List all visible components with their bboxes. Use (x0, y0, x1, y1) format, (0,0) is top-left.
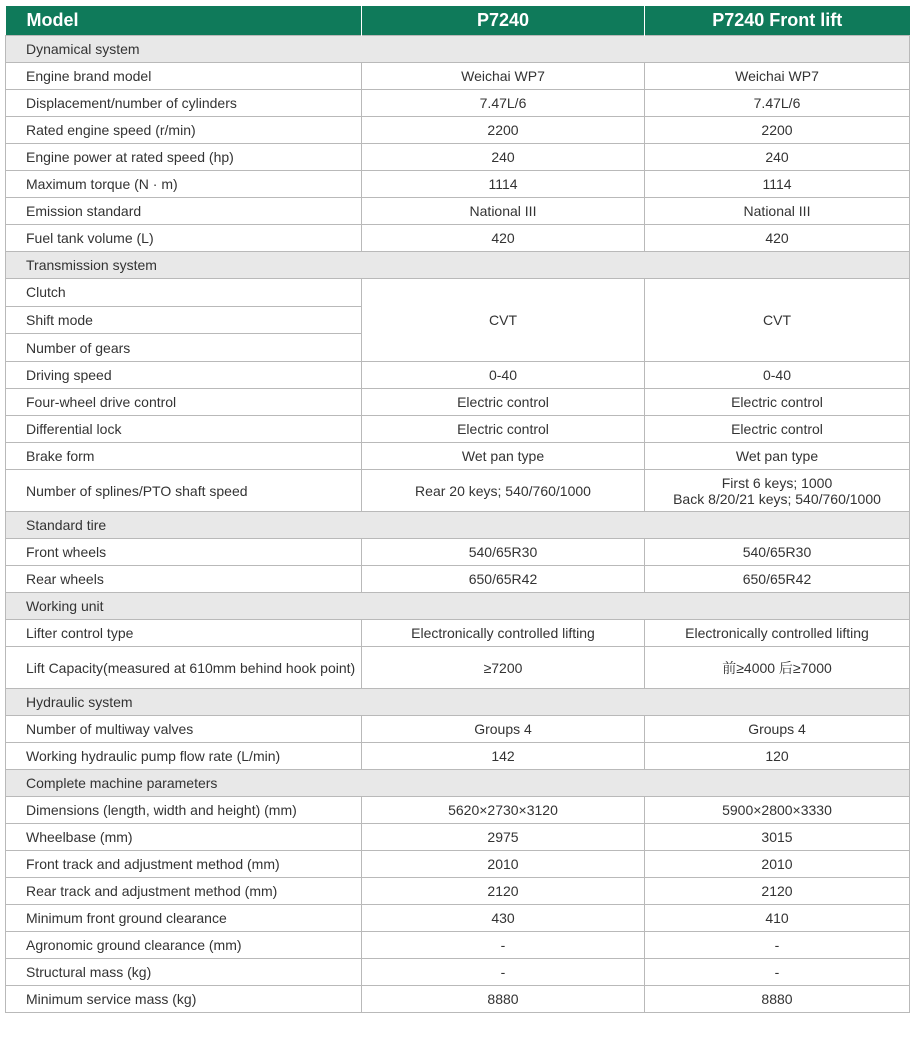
cell-front-lift: Electric control (645, 416, 910, 443)
table-row (6, 959, 910, 986)
cell-p7240: Wet pan type (362, 443, 645, 470)
cell-p7240: Electric control (362, 389, 645, 416)
table-row (6, 932, 910, 959)
table-row (6, 620, 910, 647)
cell-p7240: Rear 20 keys; 540/760/1000 (362, 470, 645, 512)
table-row (6, 878, 910, 905)
table-row (6, 824, 910, 851)
cell-front-lift: - (645, 932, 910, 959)
table-row (6, 171, 910, 198)
table-row (6, 117, 910, 144)
cell-p7240: ≥7200 (362, 647, 645, 689)
table-row (6, 63, 910, 90)
header-model: Model (6, 6, 362, 36)
row-label: Front track and adjustment method (mm) (6, 851, 362, 878)
cell-p7240: CVT (362, 279, 645, 362)
row-label: Brake form (6, 443, 362, 470)
cell-front-lift: Electronically controlled lifting (645, 620, 910, 647)
table-row (6, 389, 910, 416)
cell-front-lift: CVT (645, 279, 910, 362)
cell-p7240: 2975 (362, 824, 645, 851)
header-row (6, 6, 910, 36)
row-label: Minimum front ground clearance (6, 905, 362, 932)
row-label: Structural mass (kg) (6, 959, 362, 986)
table-row (6, 279, 910, 307)
row-label: Displacement/number of cylinders (6, 90, 362, 117)
cell-p7240: 0-40 (362, 362, 645, 389)
cell-front-lift: 3015 (645, 824, 910, 851)
cell-p7240: 430 (362, 905, 645, 932)
row-label: Engine brand model (6, 63, 362, 90)
row-label: Agronomic ground clearance (mm) (6, 932, 362, 959)
section-title: Hydraulic system (6, 689, 910, 716)
table-row (6, 851, 910, 878)
cell-front-lift: 410 (645, 905, 910, 932)
pto-front-line: First 6 keys; 1000 (721, 474, 833, 491)
table-row (6, 362, 910, 389)
cell-p7240: 1114 (362, 171, 645, 198)
cell-front-lift: 2010 (645, 851, 910, 878)
cell-front-lift: 650/65R42 (645, 566, 910, 593)
cell-p7240: 420 (362, 225, 645, 252)
section-row (6, 689, 910, 716)
cell-p7240: Electric control (362, 416, 645, 443)
table-row (6, 743, 910, 770)
cell-front-lift: 5900×2800×3330 (645, 797, 910, 824)
cell-front-lift: Wet pan type (645, 443, 910, 470)
cell-front-lift: 2200 (645, 117, 910, 144)
section-title: Standard tire (6, 512, 910, 539)
cell-p7240: 7.47L/6 (362, 90, 645, 117)
header-p7240: P7240 (362, 6, 645, 36)
section-title: Complete machine parameters (6, 770, 910, 797)
cell-p7240: 2200 (362, 117, 645, 144)
table-row (6, 144, 910, 171)
cell-front-lift: Weichai WP7 (645, 63, 910, 90)
cell-p7240: 240 (362, 144, 645, 171)
row-label: Dimensions (length, width and height) (mm) (6, 797, 362, 824)
section-row (6, 252, 910, 279)
table-row (6, 470, 910, 512)
cell-front-lift: 540/65R30 (645, 539, 910, 566)
cell-p7240: 8880 (362, 986, 645, 1013)
cell-p7240: Electronically controlled lifting (362, 620, 645, 647)
row-label: Clutch (6, 279, 362, 307)
cell-p7240: 5620×2730×3120 (362, 797, 645, 824)
cell-p7240: 540/65R30 (362, 539, 645, 566)
table-row (6, 416, 910, 443)
row-label: Front wheels (6, 539, 362, 566)
table-row (6, 198, 910, 225)
section-row (6, 593, 910, 620)
section-title: Working unit (6, 593, 910, 620)
row-label: Rear track and adjustment method (mm) (6, 878, 362, 905)
row-label: Minimum service mass (kg) (6, 986, 362, 1013)
cell-front-lift: 0-40 (645, 362, 910, 389)
cell-front-lift: Groups 4 (645, 716, 910, 743)
cell-p7240: 142 (362, 743, 645, 770)
section-row (6, 770, 910, 797)
cell-front-lift: - (645, 959, 910, 986)
cell-p7240: - (362, 959, 645, 986)
spec-table (5, 6, 910, 1013)
row-label: Number of multiway valves (6, 716, 362, 743)
cell-p7240: 650/65R42 (362, 566, 645, 593)
cell-p7240: Weichai WP7 (362, 63, 645, 90)
section-title: Dynamical system (6, 36, 910, 63)
cell-front-lift: 1114 (645, 171, 910, 198)
table-row (6, 225, 910, 252)
row-label: Four-wheel drive control (6, 389, 362, 416)
row-label: Emission standard (6, 198, 362, 225)
cell-p7240: Groups 4 (362, 716, 645, 743)
cell-front-lift: Electric control (645, 389, 910, 416)
table-row (6, 986, 910, 1013)
row-label: Lifter control type (6, 620, 362, 647)
row-label: Number of gears (6, 334, 362, 362)
cell-front-lift: 8880 (645, 986, 910, 1013)
row-label: Differential lock (6, 416, 362, 443)
table-row (6, 905, 910, 932)
row-label: Number of splines/PTO shaft speed (6, 470, 362, 512)
row-label: Rear wheels (6, 566, 362, 593)
header-p7240-front-lift: P7240 Front lift (645, 6, 910, 36)
row-label: Working hydraulic pump flow rate (L/min) (6, 743, 362, 770)
cell-front-lift: 7.47L/6 (645, 90, 910, 117)
cell-p7240: - (362, 932, 645, 959)
section-row (6, 512, 910, 539)
cell-front-lift: 420 (645, 225, 910, 252)
row-label: Engine power at rated speed (hp) (6, 144, 362, 171)
table-row (6, 647, 910, 689)
row-label: Rated engine speed (r/min) (6, 117, 362, 144)
table-row (6, 443, 910, 470)
table-row (6, 566, 910, 593)
cell-front-lift: 240 (645, 144, 910, 171)
cell-front-lift (645, 470, 910, 512)
cell-front-lift: 2120 (645, 878, 910, 905)
cell-front-lift: National III (645, 198, 910, 225)
cell-front-lift: 前≥4000 后≥7000 (645, 647, 910, 689)
table-row (6, 716, 910, 743)
table-row (6, 797, 910, 824)
table-row (6, 539, 910, 566)
cell-p7240: 2010 (362, 851, 645, 878)
section-title: Transmission system (6, 252, 910, 279)
table-row (6, 90, 910, 117)
row-label: Fuel tank volume (L) (6, 225, 362, 252)
cell-p7240: National III (362, 198, 645, 225)
row-label: Driving speed (6, 362, 362, 389)
row-label: Shift mode (6, 306, 362, 334)
pto-back-line: Back 8/20/21 keys; 540/760/1000 (673, 490, 881, 507)
cell-front-lift: 120 (645, 743, 910, 770)
section-row (6, 36, 910, 63)
cell-p7240: 2120 (362, 878, 645, 905)
row-label: Lift Capacity(measured at 610mm behind hook point) (6, 647, 362, 689)
row-label: Wheelbase (mm) (6, 824, 362, 851)
row-label: Maximum torque (N · m) (6, 171, 362, 198)
